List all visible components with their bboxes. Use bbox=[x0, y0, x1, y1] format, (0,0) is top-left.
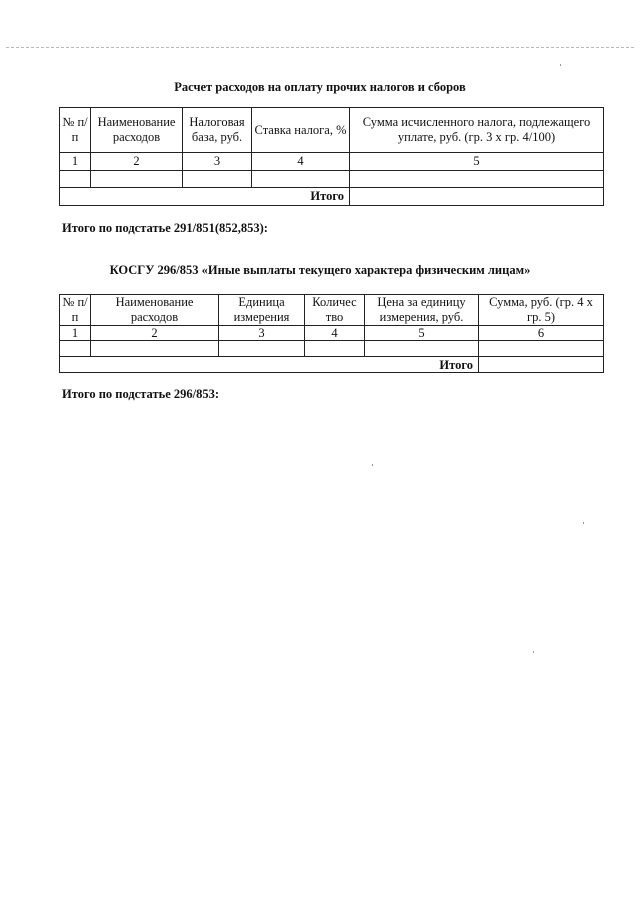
table-cell bbox=[305, 341, 365, 357]
total-label: Итого bbox=[60, 357, 479, 373]
column-number-row bbox=[60, 326, 604, 341]
table-cell bbox=[183, 171, 252, 188]
column-number: 3 bbox=[183, 153, 252, 171]
table-cell bbox=[350, 171, 604, 188]
taxes-table bbox=[59, 107, 604, 206]
table-cell bbox=[91, 171, 183, 188]
header-cell: Единица измерения bbox=[219, 295, 305, 326]
header-cell: Сумма исчисленного налога, подлежащего уплате, руб. (гр. 3 х гр. 4/100) bbox=[350, 108, 604, 153]
header-cell: № п/п bbox=[60, 295, 91, 326]
column-number-row bbox=[60, 153, 604, 171]
scan-speck bbox=[372, 464, 373, 466]
column-number: 5 bbox=[365, 326, 479, 341]
total-label: Итого bbox=[60, 188, 350, 206]
header-cell: Наименование расходов bbox=[91, 295, 219, 326]
header-cell: Налоговая база, руб. bbox=[183, 108, 252, 153]
table-row bbox=[60, 171, 604, 188]
column-number: 6 bbox=[479, 326, 604, 341]
column-number: 2 bbox=[91, 326, 219, 341]
section1-title: Расчет расходов на оплату прочих налогов и сборов bbox=[174, 80, 466, 94]
total-value-cell bbox=[350, 188, 604, 206]
column-number: 2 bbox=[91, 153, 183, 171]
scan-speck bbox=[560, 64, 561, 66]
table-cell bbox=[91, 341, 219, 357]
total-value-cell bbox=[479, 357, 604, 373]
table-cell bbox=[479, 341, 604, 357]
total-row bbox=[60, 188, 604, 206]
header-cell: № п/п bbox=[60, 108, 91, 153]
table-header-row bbox=[60, 295, 604, 326]
column-number: 5 bbox=[350, 153, 604, 171]
table-cell bbox=[219, 341, 305, 357]
section2-subtotal: Итого по подстатье 296/853: bbox=[62, 387, 220, 401]
table-cell bbox=[60, 341, 91, 357]
header-cell: Цена за единицу измерения, руб. bbox=[365, 295, 479, 326]
page-top-dashed-line bbox=[6, 47, 634, 48]
header-cell: Сумма, руб. (гр. 4 х гр. 5) bbox=[479, 295, 604, 326]
column-number: 1 bbox=[60, 153, 91, 171]
table-cell bbox=[365, 341, 479, 357]
column-number: 4 bbox=[252, 153, 350, 171]
column-number: 3 bbox=[219, 326, 305, 341]
section2-title: КОСГУ 296/853 «Иные выплаты текущего характера физическим лицам» bbox=[109, 263, 531, 277]
table-cell bbox=[252, 171, 350, 188]
section1-subtotal: Итого по подстатье 291/851(852,853): bbox=[62, 221, 268, 235]
column-number: 1 bbox=[60, 326, 91, 341]
table-row bbox=[60, 341, 604, 357]
header-cell: Ставка налога, % bbox=[252, 108, 350, 153]
total-row bbox=[60, 357, 604, 373]
scan-speck bbox=[533, 651, 534, 653]
scan-speck bbox=[583, 522, 584, 524]
payments-table bbox=[59, 294, 604, 373]
header-cell: Количес тво bbox=[305, 295, 365, 326]
table-header-row bbox=[60, 108, 604, 153]
table-cell bbox=[60, 171, 91, 188]
column-number: 4 bbox=[305, 326, 365, 341]
header-cell: Наименование расходов bbox=[91, 108, 183, 153]
